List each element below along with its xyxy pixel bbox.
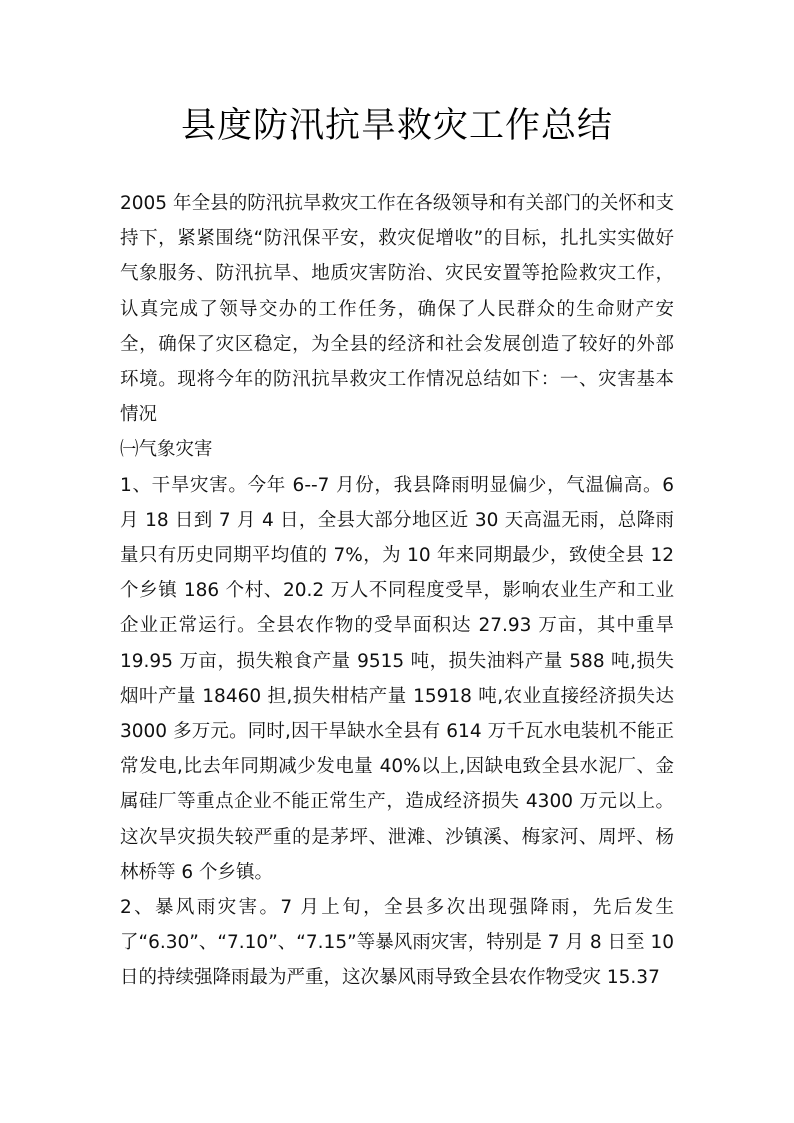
paragraph-drought-disaster: 1、干旱灾害。今年 6--7 月份，我县降雨明显偏少，气温偏高。6 月 18 日到 7 月 4 日，全县大部分地区近 30 天高温无雨，总降雨量只有历史同期平均值的 7%，为 10 年来同期最少，致使全县 12 个乡镇 186 个村、20.2 万人不同程度受旱，影响农业生产和工业企业正常运行。全县农作物的受旱面积达 27.93 万亩，其中重旱 19.95 万亩，损失粮食产量 9515 吨，损失油料产量 588 吨,损失烟叶产量 18460 担,损失柑桔产量 15918 吨,农业直接经济损失达 3000 多万元。同时,因干旱缺水全县有 614 万千瓦水电装机不能正常发电,比去年同期减少发电量 40%以上,因缺电致全县水泥厂、金属硅厂等重点企业不能正常生产，造成经济损失 4300 万元以上。这次旱灾损失较严重的是茅坪、泄滩、沙镇溪、梅家河、周坪、杨林桥等 6 个乡镇。 xyxy=(120,474,674,883)
section-heading-meteorological-disasters: ㈠气象灾害 xyxy=(120,439,213,461)
document-body xyxy=(120,186,674,996)
document-title: 县度防汛抗旱救灾工作总结 xyxy=(180,106,613,146)
paragraph-rainstorm-disaster: 2、暴风雨灾害。7 月上旬，全县多次出现强降雨，先后发生了“6.30”、“7.10”、“7.15”等暴风雨灾害，特别是 7 月 8 日至 10 日的持续强降雨最为严重，这次暴风雨导致全县农作物受灾 15.37 xyxy=(120,897,674,989)
paragraph-intro: 2005 年全县的防汛抗旱救灾工作在各级领导和有关部门的关怀和支持下，紧紧围绕“防汛保平安，救灾促增收”的目标，扎扎实实做好气象服务、防汛抗旱、地质灾害防治、灾民安置等抢险救灾工作，认真完成了领导交办的工作任务，确保了人民群众的生命财产安全，确保了灾区稳定，为全县的经济和社会发展创造了较好的外部环境。现将今年的防汛抗旱救灾工作情况总结如下：一、灾害基本情况 xyxy=(120,193,674,426)
